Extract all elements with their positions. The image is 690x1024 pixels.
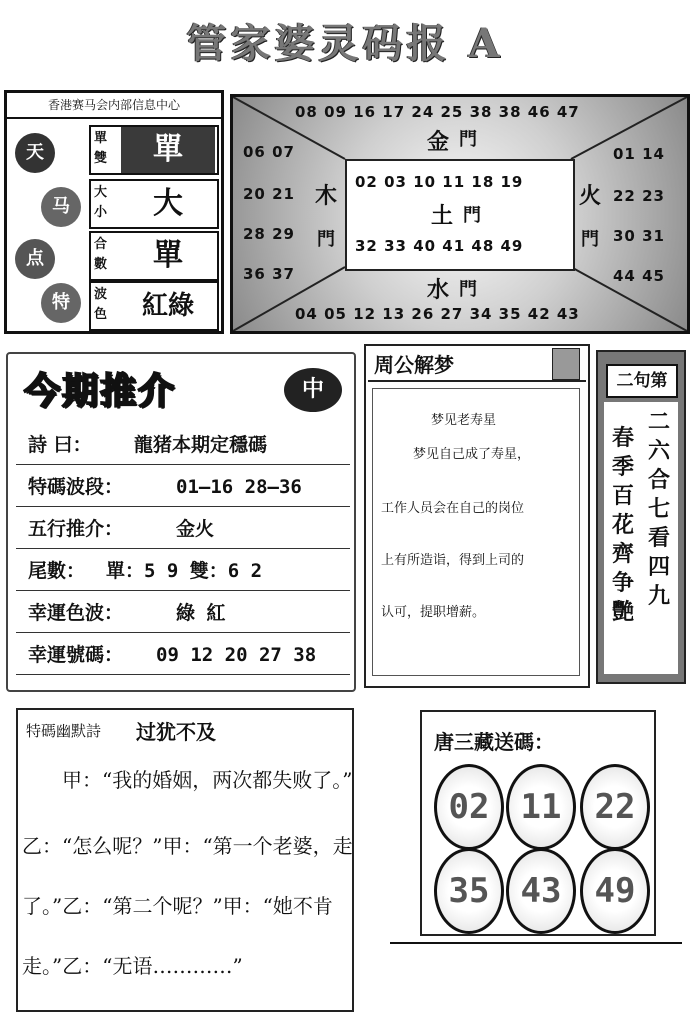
- recommend-panel: [6, 352, 356, 692]
- page-title: 管家婆灵码报 A: [186, 20, 504, 67]
- earth-gate: 門: [463, 205, 481, 226]
- color-label-1: 波: [94, 287, 108, 302]
- water-label: 水: [427, 277, 450, 303]
- dream-line: 认可，提职增薪。: [381, 605, 486, 620]
- poem-column-right: 二 六 合 七 看 四 九: [647, 409, 670, 609]
- number-ball: 49: [580, 848, 650, 934]
- recommend-row: [16, 552, 350, 591]
- dream-line: 工作人员会在自己的岗位: [381, 501, 525, 516]
- small-label: 小: [94, 205, 108, 220]
- wood-numbers-1: 06 07: [243, 143, 295, 161]
- divider: [390, 942, 682, 944]
- fire-label: 火: [579, 183, 602, 209]
- sum-value: 單: [153, 238, 183, 273]
- color-wave-value: 綠 紅: [176, 602, 226, 624]
- fire-gate: 門: [581, 229, 599, 250]
- color-value: 紅綠: [141, 291, 194, 321]
- dream-line: 梦见自己成了寿星，: [413, 447, 531, 462]
- dream-panel: [364, 344, 590, 688]
- poem-column-left: 春 季 百 花 齊 争 艷: [611, 425, 634, 625]
- coin-icon: 中: [284, 368, 342, 412]
- fire-numbers-3: 30 31: [613, 227, 665, 245]
- earth-label: 土: [431, 203, 454, 229]
- joke-line: 了。”乙：“第二个呢？”甲：“她不肯: [22, 894, 333, 918]
- sum-box: [89, 231, 219, 281]
- tail-value: 單：5 9 雙：6 2: [106, 560, 263, 582]
- range-label: 特碼波段：: [28, 476, 124, 498]
- range-value: 01—16 28—36: [176, 476, 302, 498]
- recommend-row: [16, 636, 350, 675]
- recommend-row: [16, 510, 350, 549]
- tang-title: 唐三藏送碼：: [434, 730, 554, 754]
- lucky-label: 幸運號碼：: [28, 644, 124, 666]
- figure-icon: [552, 348, 580, 380]
- wood-gate: 門: [317, 229, 335, 250]
- joke-panel: [16, 708, 354, 1012]
- joke-line: 走。”乙：“无语…………”: [22, 954, 243, 978]
- number-ball: 02: [434, 764, 504, 850]
- poem-label: 詩 曰：: [28, 434, 92, 456]
- wood-label: 木: [315, 183, 338, 209]
- circle-badge-4: 特: [41, 283, 81, 323]
- dream-body: [372, 388, 580, 676]
- water-gate: 門: [459, 279, 477, 300]
- circle-badge-1: 天: [15, 133, 55, 173]
- water-numbers: 04 05 12 13 26 27 34 35 42 43: [295, 305, 580, 323]
- fire-numbers-4: 44 45: [613, 267, 665, 285]
- poem-title: 二句第: [606, 364, 678, 398]
- circle-badge-2: 马: [41, 187, 81, 227]
- big-small-box: [89, 179, 219, 229]
- elements-label: 五行推介：: [28, 518, 124, 540]
- lucky-value: 09 12 20 27 38: [156, 644, 317, 666]
- wood-numbers-4: 36 37: [243, 265, 295, 283]
- joke-line: 乙：“怎么呢？”甲：“第一个老婆，走: [22, 834, 353, 858]
- odd-even-value: 單: [121, 127, 215, 173]
- number-ball: 22: [580, 764, 650, 850]
- poem-panel: [596, 350, 686, 684]
- gold-label: 金: [427, 129, 450, 155]
- color-box: [89, 281, 219, 331]
- dream-subtitle: 梦见老寿星: [431, 413, 497, 428]
- dream-line: 上有所造诣，得到上司的: [381, 553, 525, 568]
- recommend-banner: 今期推介: [24, 370, 177, 412]
- five-elements-panel: [230, 94, 690, 334]
- tail-label: 尾數：: [28, 560, 86, 582]
- recommend-row: [16, 594, 350, 633]
- big-small-value: 大: [153, 186, 183, 221]
- color-label-2: 色: [94, 307, 108, 322]
- color-wave-label: 幸運色波：: [28, 602, 124, 624]
- even-label: 雙: [94, 151, 108, 166]
- fire-numbers-1: 01 14: [613, 145, 665, 163]
- earth-box: [345, 159, 575, 271]
- recommend-row: [16, 468, 350, 507]
- fire-numbers-2: 22 23: [613, 187, 665, 205]
- odd-even-box: [89, 125, 219, 175]
- number-ball: 11: [506, 764, 576, 850]
- recommend-row: [16, 426, 350, 465]
- sum-label-1: 合: [94, 237, 108, 252]
- poem-body: [604, 402, 678, 674]
- number-ball: 35: [434, 848, 504, 934]
- earth-numbers-1: 02 03 10 11 18 19: [355, 173, 524, 191]
- circle-badge-3: 点: [15, 239, 55, 279]
- wood-numbers-2: 20 21: [243, 185, 295, 203]
- odd-label: 單: [94, 131, 108, 146]
- earth-numbers-2: 32 33 40 41 48 49: [355, 237, 524, 255]
- poem-value: 龍猪本期定穩碼: [134, 434, 268, 456]
- big-label: 大: [94, 185, 108, 200]
- info-panel-header: 香港赛马会内部信息中心: [7, 93, 221, 119]
- elements-value: 金火: [176, 518, 215, 540]
- sum-label-2: 數: [94, 257, 108, 272]
- joke-heading: 特碼幽默詩: [26, 722, 102, 740]
- tang-panel: [420, 710, 656, 936]
- gold-numbers: 08 09 16 17 24 25 38 38 46 47: [295, 103, 580, 121]
- info-panel: [4, 90, 224, 334]
- joke-line: 甲：“我的婚姻，两次都失败了。”: [62, 768, 353, 792]
- wood-numbers-3: 28 29: [243, 225, 295, 243]
- number-ball: 43: [506, 848, 576, 934]
- gold-gate: 門: [459, 129, 477, 150]
- joke-subtitle: 过犹不及: [136, 720, 216, 744]
- dream-title: 周公解梦: [368, 348, 586, 382]
